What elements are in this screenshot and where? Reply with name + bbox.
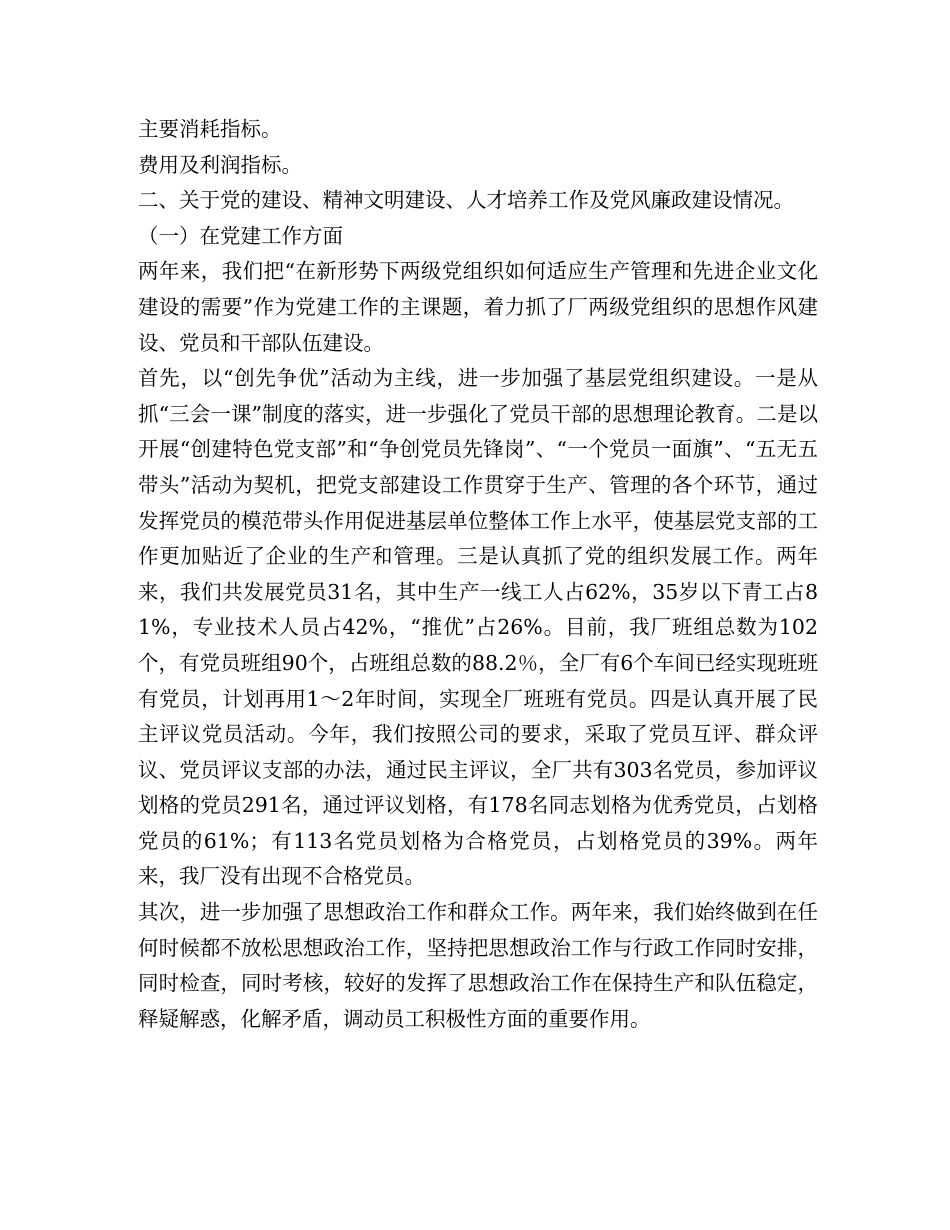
paragraph-intro: 两年来，我们把“在新形势下两级党组织如何适应生产管理和先进企业文化建设的需要”作为党建工作的主课题，着力抓了厂两级党组织的思想作风建设、党员和干部队伍建设。 — [138, 259, 818, 355]
subsection-heading: （一）在党建工作方面 — [138, 223, 343, 248]
paragraph-first: 首先，以“创先争优”活动为主线，进一步加强了基层党组织建设。一是从抓“三会一课”制度的落实，进一步强化了党员干部的思想理论教育。二是以开展“创建特色党支部”和“争创党员先锋岗”、“一个党员一面旗”、“五无五带头”活动为契机，把党支部建设工作贯穿于生产、管理的各个环节，通过发挥党员的模范带头作用促进基层单位整体工作上水平，使基层党支部的工作更加贴近了企业的生产和管理。三是认真抓了党的组织发展工作。两年来，我们共发展党员31名，其中生产一线工人占62%，35岁以下青工占81%，专业技术人员占42%，“推优”占26%。目前，我厂班组总数为102个，有党员班组90个，占班组总数的88.2％，全厂有6个车间已经实现班班有党员，计划再用1～2年时间，实现全厂班班有党员。四是认真开展了民主评议党员活动。今年，我们按照公司的要求，采取了党员互评、群众评议、党员评议支部的办法，通过民主评议，全厂共有303名党员，参加评议划格的党员291名，通过评议划格，有178名同志划格为优秀党员，占划格党员的61%；有113名党员划格为合格党员，占划格党员的39%。两年来，我厂没有出现不合格党员。 — [138, 366, 818, 889]
paragraph-cost-profit-indicators: 费用及利润指标。 — [138, 152, 302, 177]
paragraph-second: 其次，进一步加强了思想政治工作和群众工作。两年来，我们始终做到在任何时候都不放松思想政治工作，坚持把思想政治工作与行政工作同时安排，同时检查，同时考核，较好的发挥了思想政治工作在保持生产和队伍稳定，释疑解惑，化解矛盾，调动员工积极性方面的重要作用。 — [138, 900, 818, 1031]
paragraph-consumption-indicators: 主要消耗指标。 — [138, 117, 282, 141]
document-body — [138, 112, 818, 1037]
section-heading: 二、关于党的建设、精神文明建设、人才培养工作及党风廉政建设情况。 — [138, 188, 794, 213]
